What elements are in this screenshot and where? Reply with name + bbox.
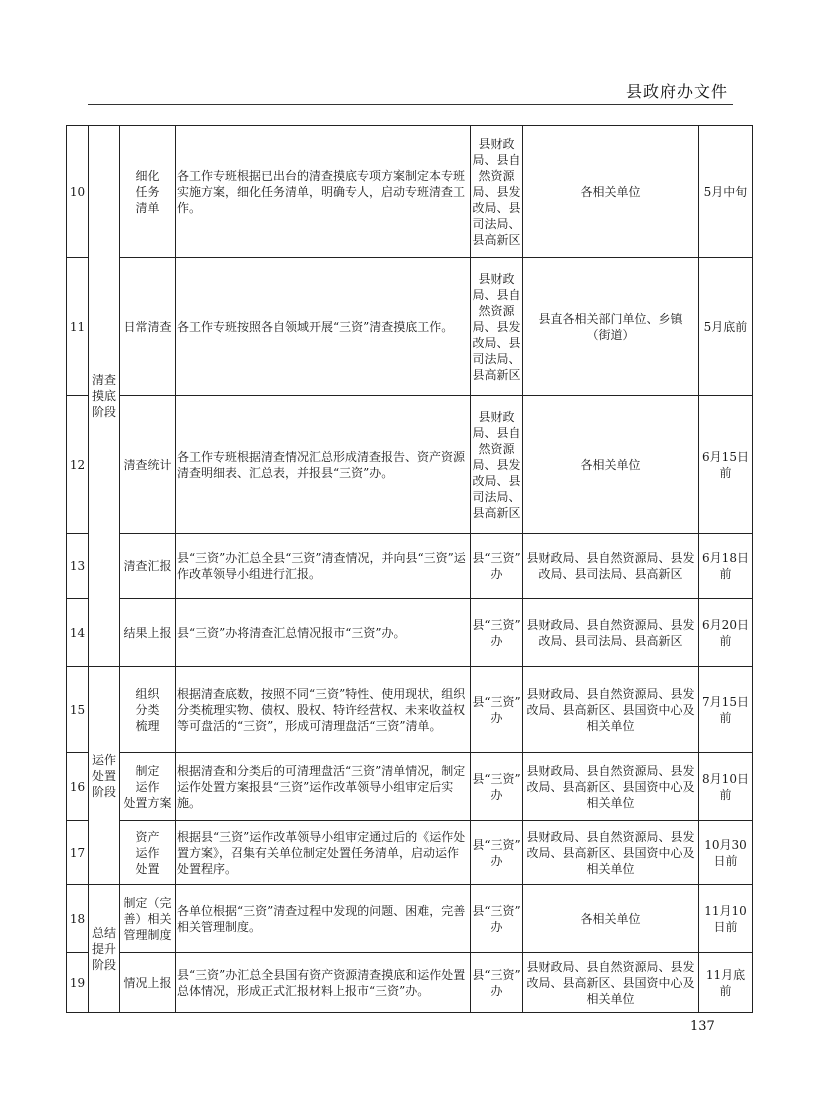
row-number: 18 bbox=[67, 885, 89, 953]
row-number: 17 bbox=[67, 821, 89, 885]
deadline: 11月10 日前 bbox=[699, 885, 753, 953]
table-row bbox=[67, 953, 753, 1013]
stage-label: 清查 摸底 阶段 bbox=[89, 126, 120, 667]
work-content: 各工作专班根据清查情况汇总形成清查报告、资产资源清查明细表、汇总表，并报县“三资”办。 bbox=[176, 396, 471, 534]
row-number: 19 bbox=[67, 953, 89, 1013]
document-header-title: 县政府办文件 bbox=[625, 82, 728, 101]
table-row bbox=[67, 885, 753, 953]
table-row bbox=[67, 258, 753, 396]
cooperating-units: 县财政局、县自然资源局、县发改局、县司法局、县高新区 bbox=[523, 599, 699, 667]
table-row bbox=[67, 534, 753, 599]
row-number: 11 bbox=[67, 258, 89, 396]
deadline: 11月底前 bbox=[699, 953, 753, 1013]
deadline: 6月15日 前 bbox=[699, 396, 753, 534]
work-content: 县“三资”办汇总全县国有资产资源清查摸底和运作处置总体情况，形成正式汇报材料上报市“三资”办。 bbox=[176, 953, 471, 1013]
work-item: 结果上报 bbox=[120, 599, 176, 667]
cooperating-units: 县财政局、县自然资源局、县发改局、县司法局、县高新区 bbox=[523, 534, 699, 599]
work-content: 县“三资”办将清查汇总情况报市“三资”办。 bbox=[176, 599, 471, 667]
lead-unit: 县“三资” 办 bbox=[471, 753, 523, 821]
row-number: 10 bbox=[67, 126, 89, 258]
lead-unit: 县“三资” 办 bbox=[471, 821, 523, 885]
table-row bbox=[67, 667, 753, 753]
work-content: 县“三资”办汇总全县“三资”清查情况，并向县“三资”运作改革领导小组进行汇报。 bbox=[176, 534, 471, 599]
cooperating-units: 各相关单位 bbox=[523, 126, 699, 258]
lead-unit: 县财政 局、县自 然资源 局、县发 改局、县 司法局、 县高新区 bbox=[471, 126, 523, 258]
work-item: 日常清查 bbox=[120, 258, 176, 396]
table-row bbox=[67, 599, 753, 667]
work-schedule-table bbox=[66, 125, 753, 1013]
deadline: 5月中旬 bbox=[699, 126, 753, 258]
stage-label: 总结 提升 阶段 bbox=[89, 885, 120, 1013]
row-number: 12 bbox=[67, 396, 89, 534]
row-number: 14 bbox=[67, 599, 89, 667]
lead-unit: 县财政 局、县自 然资源 局、县发 改局、县 司法局、 县高新区 bbox=[471, 258, 523, 396]
work-content: 各单位根据“三资”清查过程中发现的问题、困难，完善相关管理制度。 bbox=[176, 885, 471, 953]
deadline: 7月15日 前 bbox=[699, 667, 753, 753]
deadline: 6月20日 前 bbox=[699, 599, 753, 667]
deadline: 8月10日 前 bbox=[699, 753, 753, 821]
work-item: 细化 任务 清单 bbox=[120, 126, 176, 258]
work-content: 根据县“三资”运作改革领导小组审定通过后的《运作处置方案》，召集有关单位制定处置任务清单，启动运作处置程序。 bbox=[176, 821, 471, 885]
cooperating-units: 各相关单位 bbox=[523, 885, 699, 953]
work-item: 组织 分类 梳理 bbox=[120, 667, 176, 753]
cooperating-units: 县财政局、县自然资源局、县发改局、县高新区、县国资中心及相关单位 bbox=[523, 667, 699, 753]
header-divider bbox=[88, 104, 733, 105]
table-row bbox=[67, 821, 753, 885]
table-row bbox=[67, 753, 753, 821]
work-item: 制定（完善）相关管理制度 bbox=[120, 885, 176, 953]
lead-unit: 县“三资” 办 bbox=[471, 885, 523, 953]
table-row bbox=[67, 396, 753, 534]
work-item: 清查统计 bbox=[120, 396, 176, 534]
lead-unit: 县“三资” 办 bbox=[471, 534, 523, 599]
row-number: 16 bbox=[67, 753, 89, 821]
lead-unit: 县“三资” 办 bbox=[471, 667, 523, 753]
page-number: 137 bbox=[690, 1019, 715, 1034]
cooperating-units: 县财政局、县自然资源局、县发改局、县高新区、县国资中心及相关单位 bbox=[523, 753, 699, 821]
cooperating-units: 各相关单位 bbox=[523, 396, 699, 534]
work-content: 根据清查底数，按照不同“三资”特性、使用现状，组织分类梳理实物、债权、股权、特许经营权、未来收益权等可盘活的“三资”，形成可清理盘活“三资”清单。 bbox=[176, 667, 471, 753]
work-content: 根据清查和分类后的可清理盘活“三资”清单情况，制定运作处置方案报县“三资”运作改革领导小组审定后实施。 bbox=[176, 753, 471, 821]
cooperating-units: 县财政局、县自然资源局、县发改局、县高新区、县国资中心及相关单位 bbox=[523, 821, 699, 885]
row-number: 13 bbox=[67, 534, 89, 599]
stage-label: 运作 处置 阶段 bbox=[89, 667, 120, 885]
cooperating-units: 县财政局、县自然资源局、县发改局、县高新区、县国资中心及相关单位 bbox=[523, 953, 699, 1013]
lead-unit: 县财政 局、县自 然资源 局、县发 改局、县 司法局、 县高新区 bbox=[471, 396, 523, 534]
work-item: 资产 运作 处置 bbox=[120, 821, 176, 885]
deadline: 6月18日 前 bbox=[699, 534, 753, 599]
work-content: 各工作专班根据已出台的清查摸底专项方案制定本专班实施方案，细化任务清单，明确专人，启动专班清查工作。 bbox=[176, 126, 471, 258]
deadline: 5月底前 bbox=[699, 258, 753, 396]
table-row bbox=[67, 126, 753, 258]
lead-unit: 县“三资” 办 bbox=[471, 599, 523, 667]
row-number: 15 bbox=[67, 667, 89, 753]
cooperating-units: 县直各相关部门单位、乡镇 （街道） bbox=[523, 258, 699, 396]
work-item: 制定 运作 处置方案 bbox=[120, 753, 176, 821]
deadline: 10月30 日前 bbox=[699, 821, 753, 885]
work-content: 各工作专班按照各自领域开展“三资”清查摸底工作。 bbox=[176, 258, 471, 396]
work-item: 情况上报 bbox=[120, 953, 176, 1013]
work-item: 清查汇报 bbox=[120, 534, 176, 599]
lead-unit: 县“三资” 办 bbox=[471, 953, 523, 1013]
